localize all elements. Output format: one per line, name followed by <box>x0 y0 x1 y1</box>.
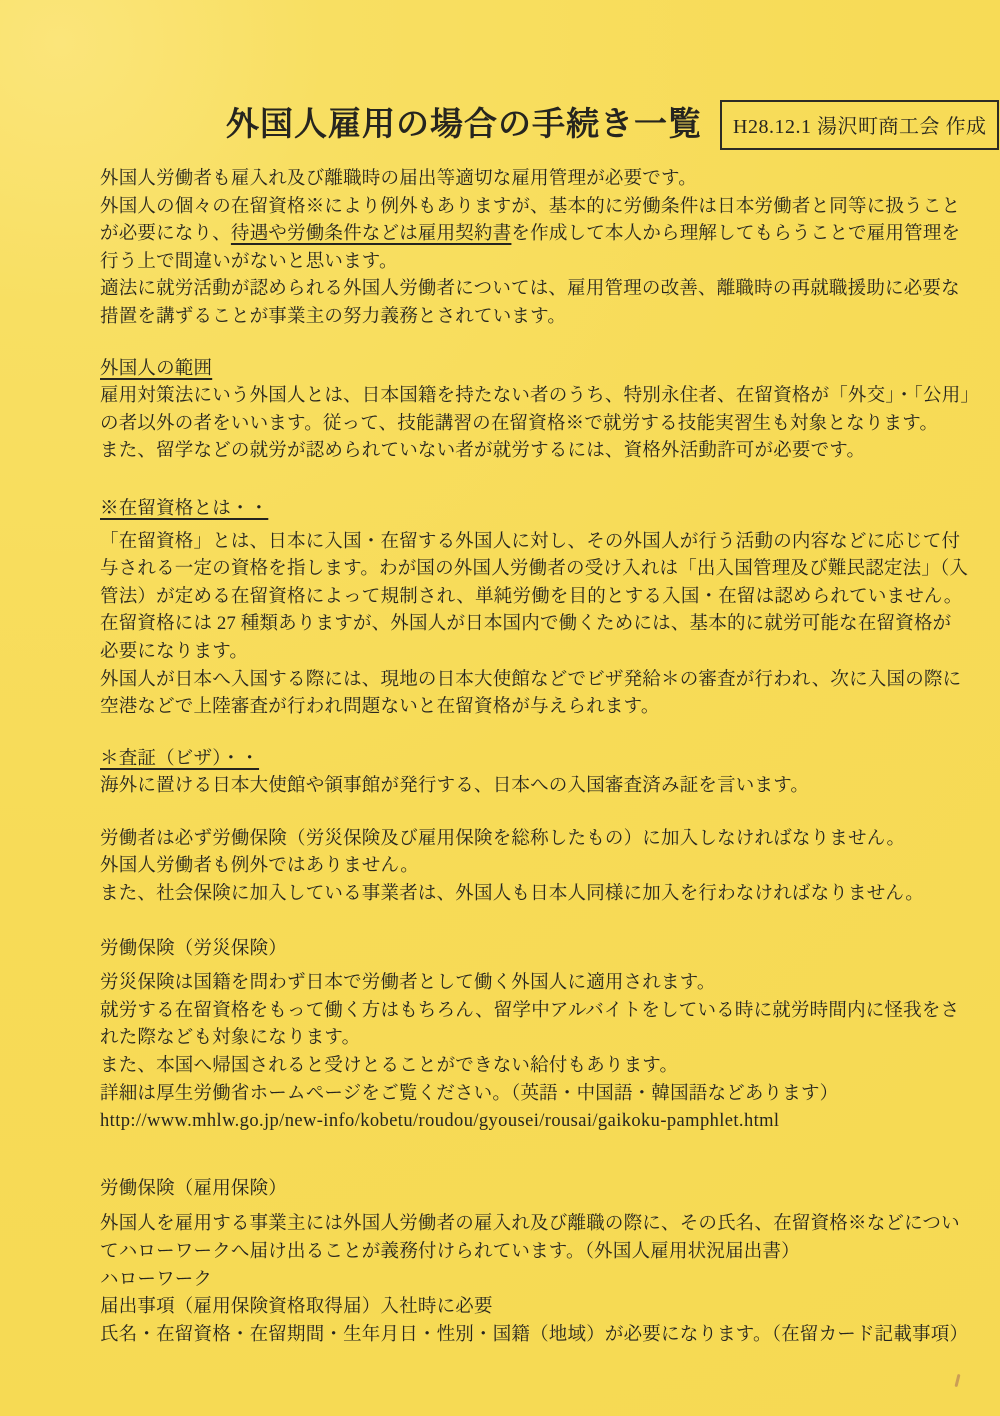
text-line: 与される一定の資格を指します。わが国の外国人労働者の受け入れは「出入国管理及び難民認定法」（入 <box>100 559 969 580</box>
text-line: ハローワーク <box>100 1269 213 1290</box>
text-line: 氏名・在留資格・在留期間・生年月日・性別・国籍（地域）が必要になります。（在留カード記載事項） <box>100 1324 969 1345</box>
text-line: また、社会保険に加入している事業者は、外国人も日本人同様に加入を行わなければなりません。 <box>100 884 924 905</box>
section-visa <box>100 746 960 801</box>
section-heading-foreigner-scope: 外国人の範囲 <box>100 358 213 379</box>
text-line: 雇用対策法にいう外国人とは、日本国籍を持たない者のうち、特別永住者、在留資格が「外交」・「公用」 <box>100 386 980 407</box>
text-line: 外国人の個々の在留資格※により例外もありますが、基本的に労働条件は日本労働者と同等に扱うこと <box>100 196 961 217</box>
text-line: また、留学などの就労が認められていない者が就労するには、資格外活動許可が必要です。 <box>100 441 866 462</box>
creation-stamp-box <box>720 100 999 150</box>
text-line: 外国人が日本へ入国する際には、現地の日本大使館などでビザ発給＊の審査が行われ、次に入国の際に <box>100 669 962 690</box>
text-line: 外国人労働者も例外ではありません。 <box>100 856 420 877</box>
text-line: 外国人を雇用する事業主には外国人労働者の雇入れ及び離職の際に、その氏名、在留資格※などについ <box>100 1214 960 1235</box>
text-line: 行う上で間違いがないと思います。 <box>100 251 398 272</box>
section-employment-insurance <box>100 1176 969 1350</box>
text-segment: を作成して本人から理解してもらうことで雇用管理を <box>511 224 961 245</box>
text-line: 海外に置ける日本大使館や領事館が発行する、日本への入国審査済み証を言います。 <box>100 776 810 797</box>
text-segment: が必要になり、 <box>100 224 231 245</box>
section-foreigner-scope <box>100 356 980 466</box>
document-title: 外国人雇用の場合の手続き一覧 <box>226 106 702 143</box>
text-line: 外国人労働者も雇入れ及び離職時の届出等適切な雇用管理が必要です。 <box>100 169 697 189</box>
text-line: 適法に就労活動が認められる外国人労働者については、雇用管理の改善、離職時の再就職援助に必要な <box>100 279 960 300</box>
text-line: れた際なども対象になります。 <box>100 1028 361 1049</box>
document-body <box>100 166 980 1349</box>
intro-paragraph <box>100 166 960 332</box>
scan-artifact-speck <box>954 1374 960 1387</box>
text-line: の者以外の者をいいます。従って、技能講習の在留資格※で就労する技能実習生も対象となります。 <box>100 413 939 434</box>
section-workers-accident-insurance <box>100 936 960 1136</box>
section-heading-employment-insurance: 労働保険（雇用保険） <box>100 1178 288 1199</box>
creation-stamp-text: H28.12.1 湯沢町商工会 作成 <box>733 116 987 138</box>
text-line: 必要になります。 <box>100 641 249 662</box>
section-heading-residence-status: ※在留資格とは・・ <box>100 498 269 519</box>
text-line: また、本国へ帰国されると受けとることができない給付もあります。 <box>100 1056 679 1077</box>
section-residence-status <box>100 496 969 722</box>
mhlw-pamphlet-url: http://www.mhlw.go.jp/new-info/kobetu/roudou/gyousei/rousai/gaikoku-pamphlet.html <box>100 1111 780 1132</box>
section-heading-workers-accident-insurance: 労働保険（労災保険） <box>100 938 288 959</box>
text-line: 「在留資格」とは、日本に入国・在留する外国人に対し、その外国人が行う活動の内容などに応じて付 <box>100 531 961 552</box>
underlined-text-segment: 待遇や労働条件などは雇用契約書 <box>230 224 512 245</box>
text-line: 措置を講ずることが事業主の努力義務とされています。 <box>100 306 567 327</box>
section-heading-visa: ＊査証（ビザ）・・ <box>100 748 260 769</box>
text-line: 労働者は必ず労働保険（労災保険及び雇用保険を総称したもの）に加入しなければなりません。 <box>100 828 906 849</box>
text-line: 管法）が定める在留資格によって規制され、単純労働を目的とする入国・在留は認められていません。 <box>100 586 963 607</box>
text-line: 在留資格には 27 種類ありますが、外国人が日本国内で働くためには、基本的に就労可能な在留資格が <box>100 614 952 635</box>
text-line: 労災保険は国籍を問わず日本で労働者として働く外国人に適用されます。 <box>100 973 716 994</box>
text-line <box>100 221 960 249</box>
text-line: てハローワークへ届け出ることが義務付けられています。（外国人雇用状況届出書） <box>100 1242 800 1262</box>
text-line: 空港などで上陸審査が行われ問題ないと在留資格が与えられます。 <box>100 697 660 718</box>
text-line: 詳細は厚生労働省ホームページをご覧ください。（英語・中国語・韓国語などあります） <box>100 1083 839 1104</box>
insurance-note-paragraph <box>100 826 960 909</box>
document-header <box>226 0 987 150</box>
text-line: 届出事項（雇用保険資格取得届）入社時に必要 <box>100 1297 493 1318</box>
text-line: 就労する在留資格をもって働く方はもちろん、留学中アルバイトをしている時に就労時間内に怪我をさ <box>100 1000 960 1021</box>
